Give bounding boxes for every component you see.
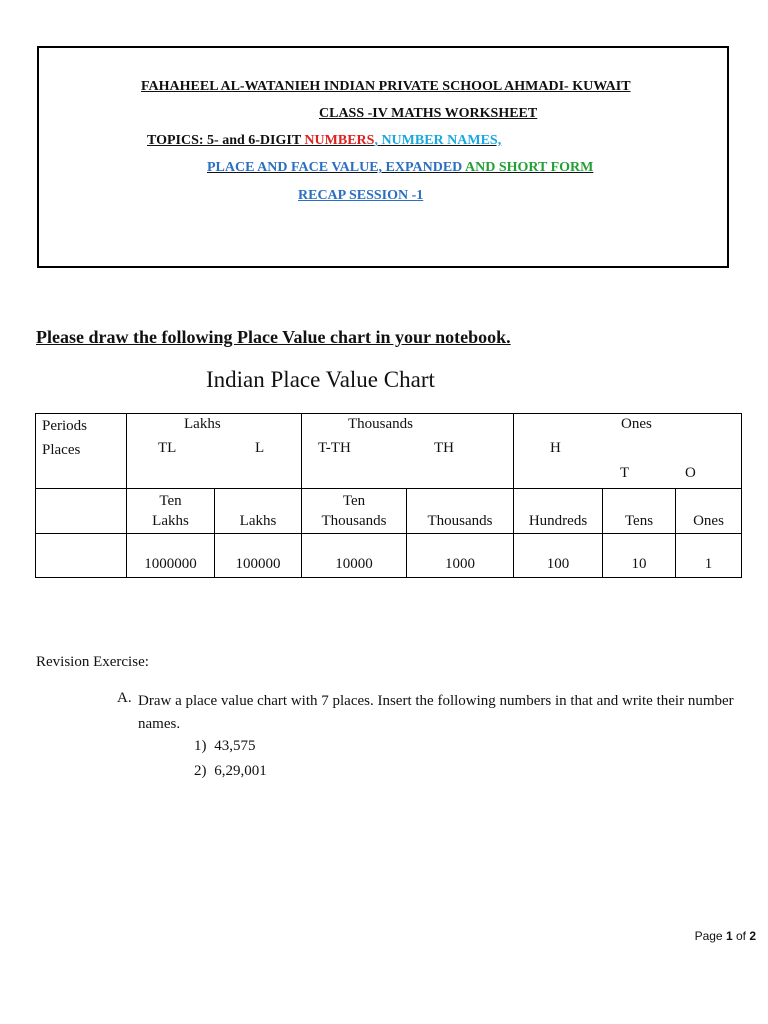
topics-line-2 <box>207 159 593 177</box>
name-line-2: Lakhs <box>239 513 277 529</box>
name-line-1: Ten <box>159 493 182 509</box>
period-ones-label: Ones <box>621 416 652 432</box>
name-thousands <box>407 489 514 534</box>
page-number: 1 <box>725 929 733 943</box>
question-marker: A. <box>117 690 132 706</box>
place-l: L <box>255 440 265 456</box>
periods-label: Periods <box>42 418 87 434</box>
name-line-1 <box>603 491 675 511</box>
value-lakhs: 100000 <box>215 534 302 578</box>
place-th: TH <box>434 440 454 456</box>
worksheet-header-box <box>37 46 729 268</box>
name-line-1: Ten <box>342 493 366 509</box>
place-value-table <box>35 413 742 578</box>
name-line-1 <box>514 491 602 511</box>
topics-line <box>147 132 501 150</box>
names-row <box>36 489 742 534</box>
names-row-label <box>36 489 127 534</box>
topics-prefix: TOPICS: 5- and 6-DIGIT <box>147 133 305 148</box>
name-tens <box>603 489 676 534</box>
header-row <box>36 414 742 489</box>
value-ten-lakhs: 1000000 <box>127 534 215 578</box>
topics-numbers: NUMBERS <box>304 133 375 148</box>
question-text: Draw a place value chart with 7 places. Insert the following numbers in that and write their number names. <box>138 693 734 732</box>
name-line-1 <box>676 491 741 511</box>
value-ten-thousands: 10000 <box>302 534 407 578</box>
value-tens: 10 <box>603 534 676 578</box>
place-t: T <box>620 465 630 481</box>
name-line-1 <box>215 491 301 511</box>
period-thousands-label: Thousands <box>348 416 413 432</box>
place-h: H <box>550 440 561 456</box>
class-line: CLASS -IV MATHS WORKSHEET <box>319 106 538 121</box>
page-total: 2 <box>749 929 756 943</box>
name-line-2: Tens <box>624 513 654 529</box>
topics-place-face-value: PLACE AND FACE VALUE, EXPANDED <box>207 160 463 175</box>
list-item <box>194 763 267 780</box>
name-hundreds <box>514 489 603 534</box>
school-name: FAHAHEEL AL-WATANIEH INDIAN PRIVATE SCHOOL AHMADI- KUWAIT <box>141 79 631 94</box>
page-footer <box>695 929 756 943</box>
value-ones: 1 <box>676 534 742 578</box>
topics-number-names: , NUMBER NAMES, <box>374 133 502 148</box>
of-word: of <box>732 929 750 943</box>
name-ones <box>676 489 742 534</box>
name-line-2: Thousands <box>321 513 387 529</box>
values-row <box>36 534 742 578</box>
name-line-1 <box>407 491 513 511</box>
name-lakhs <box>215 489 302 534</box>
list-item <box>194 738 256 755</box>
topics-short-form: AND SHORT FORM <box>462 160 594 175</box>
period-lakhs-label: Lakhs <box>184 416 221 432</box>
revision-title: Revision Exercise: <box>36 654 149 670</box>
name-line-2: Thousands <box>427 513 493 529</box>
row-labels-cell <box>36 414 127 489</box>
item-number: 6,29,001 <box>214 763 267 779</box>
name-line-2: Hundreds <box>528 513 588 529</box>
period-lakhs <box>127 414 302 489</box>
instruction-heading: Please draw the following Place Value chart in your notebook. <box>36 327 511 347</box>
place-tl: TL <box>158 440 177 456</box>
period-thousands <box>302 414 514 489</box>
name-ten-lakhs <box>127 489 215 534</box>
values-row-label <box>36 534 127 578</box>
page-word: Page <box>694 929 726 943</box>
item-number: 43,575 <box>214 738 256 754</box>
chart-title: Indian Place Value Chart <box>206 367 435 392</box>
name-line-2: Ones <box>693 513 724 529</box>
name-ten-thousands <box>302 489 407 534</box>
value-thousands: 1000 <box>407 534 514 578</box>
recap-session: RECAP SESSION -1 <box>298 188 424 203</box>
value-hundreds: 100 <box>514 534 603 578</box>
place-o: O <box>685 465 696 481</box>
place-tth: T-TH <box>318 440 351 456</box>
places-label: Places <box>42 442 81 458</box>
item-marker: 2) <box>194 763 207 779</box>
period-ones <box>514 414 742 489</box>
name-line-2: Lakhs <box>152 513 189 529</box>
item-marker: 1) <box>194 738 207 754</box>
